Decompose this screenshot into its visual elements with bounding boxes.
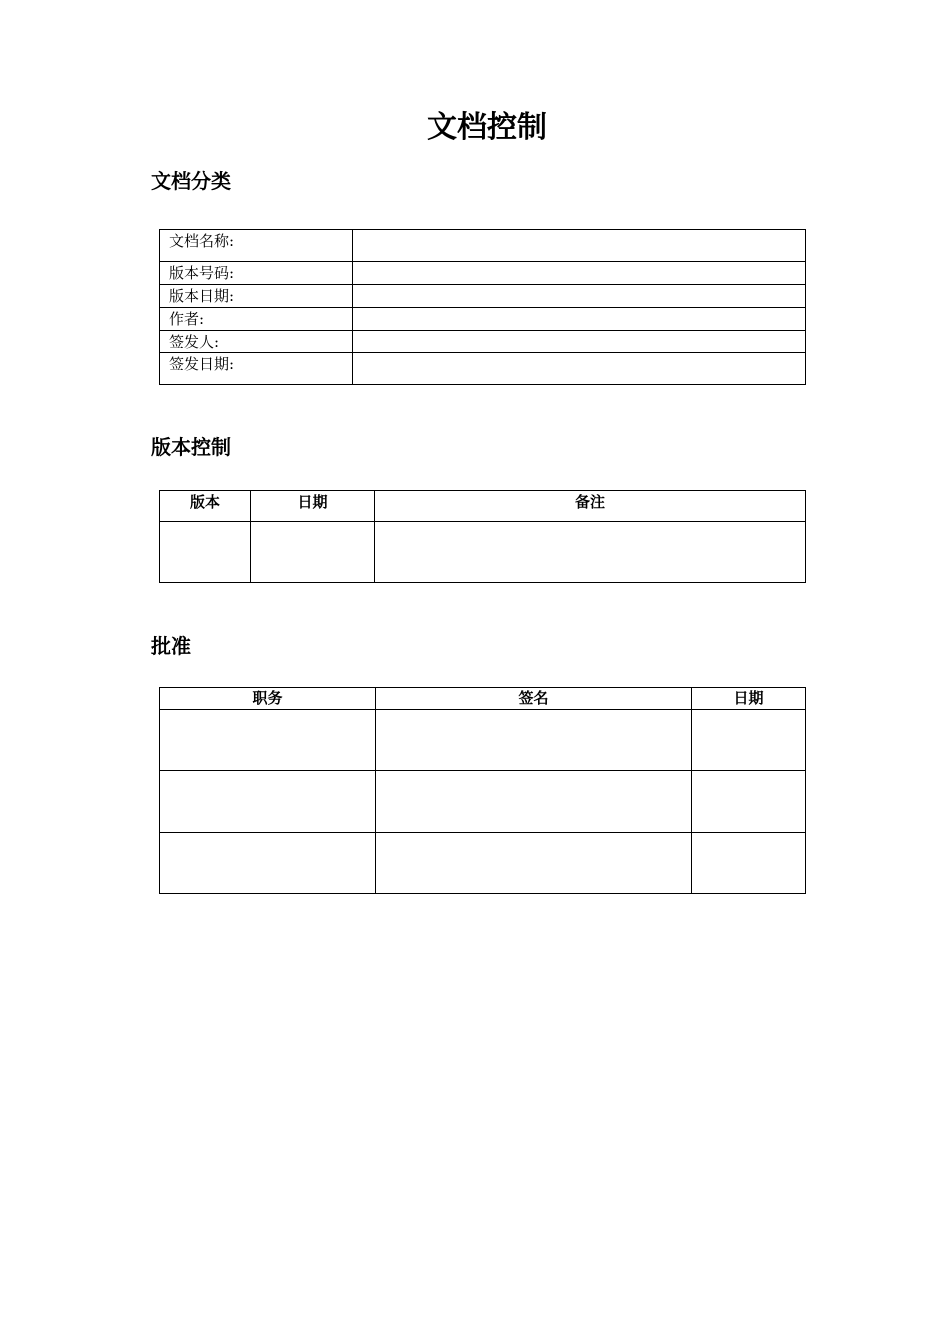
column-header-position: 职务 bbox=[160, 688, 376, 710]
cell-date[interactable] bbox=[692, 833, 806, 894]
field-value-issue-date[interactable] bbox=[353, 353, 806, 385]
field-value-version-number[interactable] bbox=[353, 262, 806, 285]
table-row bbox=[160, 710, 806, 771]
table-row bbox=[160, 262, 806, 285]
table-row bbox=[160, 230, 806, 262]
table-header-row bbox=[160, 688, 806, 710]
table-row bbox=[160, 353, 806, 385]
table-row bbox=[160, 331, 806, 353]
cell-position[interactable] bbox=[160, 771, 376, 833]
column-header-signature: 签名 bbox=[376, 688, 692, 710]
section-heading-version-control: 版本控制 bbox=[151, 435, 231, 459]
cell-date[interactable] bbox=[251, 522, 375, 583]
version-control-table bbox=[159, 490, 806, 583]
cell-position[interactable] bbox=[160, 710, 376, 771]
field-label-document-name: 文档名称: bbox=[160, 230, 353, 262]
cell-signature[interactable] bbox=[376, 771, 692, 833]
field-label-version-date: 版本日期: bbox=[160, 285, 353, 308]
cell-position[interactable] bbox=[160, 833, 376, 894]
cell-remarks[interactable] bbox=[375, 522, 806, 583]
cell-date[interactable] bbox=[692, 771, 806, 833]
field-value-issuer[interactable] bbox=[353, 331, 806, 353]
classification-table bbox=[159, 229, 806, 385]
cell-signature[interactable] bbox=[376, 833, 692, 894]
page-title: 文档控制 bbox=[427, 110, 547, 145]
table-row bbox=[160, 285, 806, 308]
field-label-issue-date: 签发日期: bbox=[160, 353, 353, 385]
table-header-row bbox=[160, 491, 806, 522]
table-row bbox=[160, 522, 806, 583]
section-heading-classification: 文档分类 bbox=[151, 169, 231, 193]
table-row bbox=[160, 771, 806, 833]
approval-table bbox=[159, 687, 806, 894]
field-value-author[interactable] bbox=[353, 308, 806, 331]
field-value-document-name[interactable] bbox=[353, 230, 806, 262]
cell-version[interactable] bbox=[160, 522, 251, 583]
section-heading-approval: 批准 bbox=[151, 634, 191, 658]
field-value-version-date[interactable] bbox=[353, 285, 806, 308]
table-row bbox=[160, 308, 806, 331]
field-label-issuer: 签发人: bbox=[160, 331, 353, 353]
column-header-version: 版本 bbox=[160, 491, 251, 522]
column-header-date: 日期 bbox=[251, 491, 375, 522]
cell-date[interactable] bbox=[692, 710, 806, 771]
cell-signature[interactable] bbox=[376, 710, 692, 771]
field-label-version-number: 版本号码: bbox=[160, 262, 353, 285]
table-row bbox=[160, 833, 806, 894]
field-label-author: 作者: bbox=[160, 308, 353, 331]
column-header-date: 日期 bbox=[692, 688, 806, 710]
column-header-remarks: 备注 bbox=[375, 491, 806, 522]
